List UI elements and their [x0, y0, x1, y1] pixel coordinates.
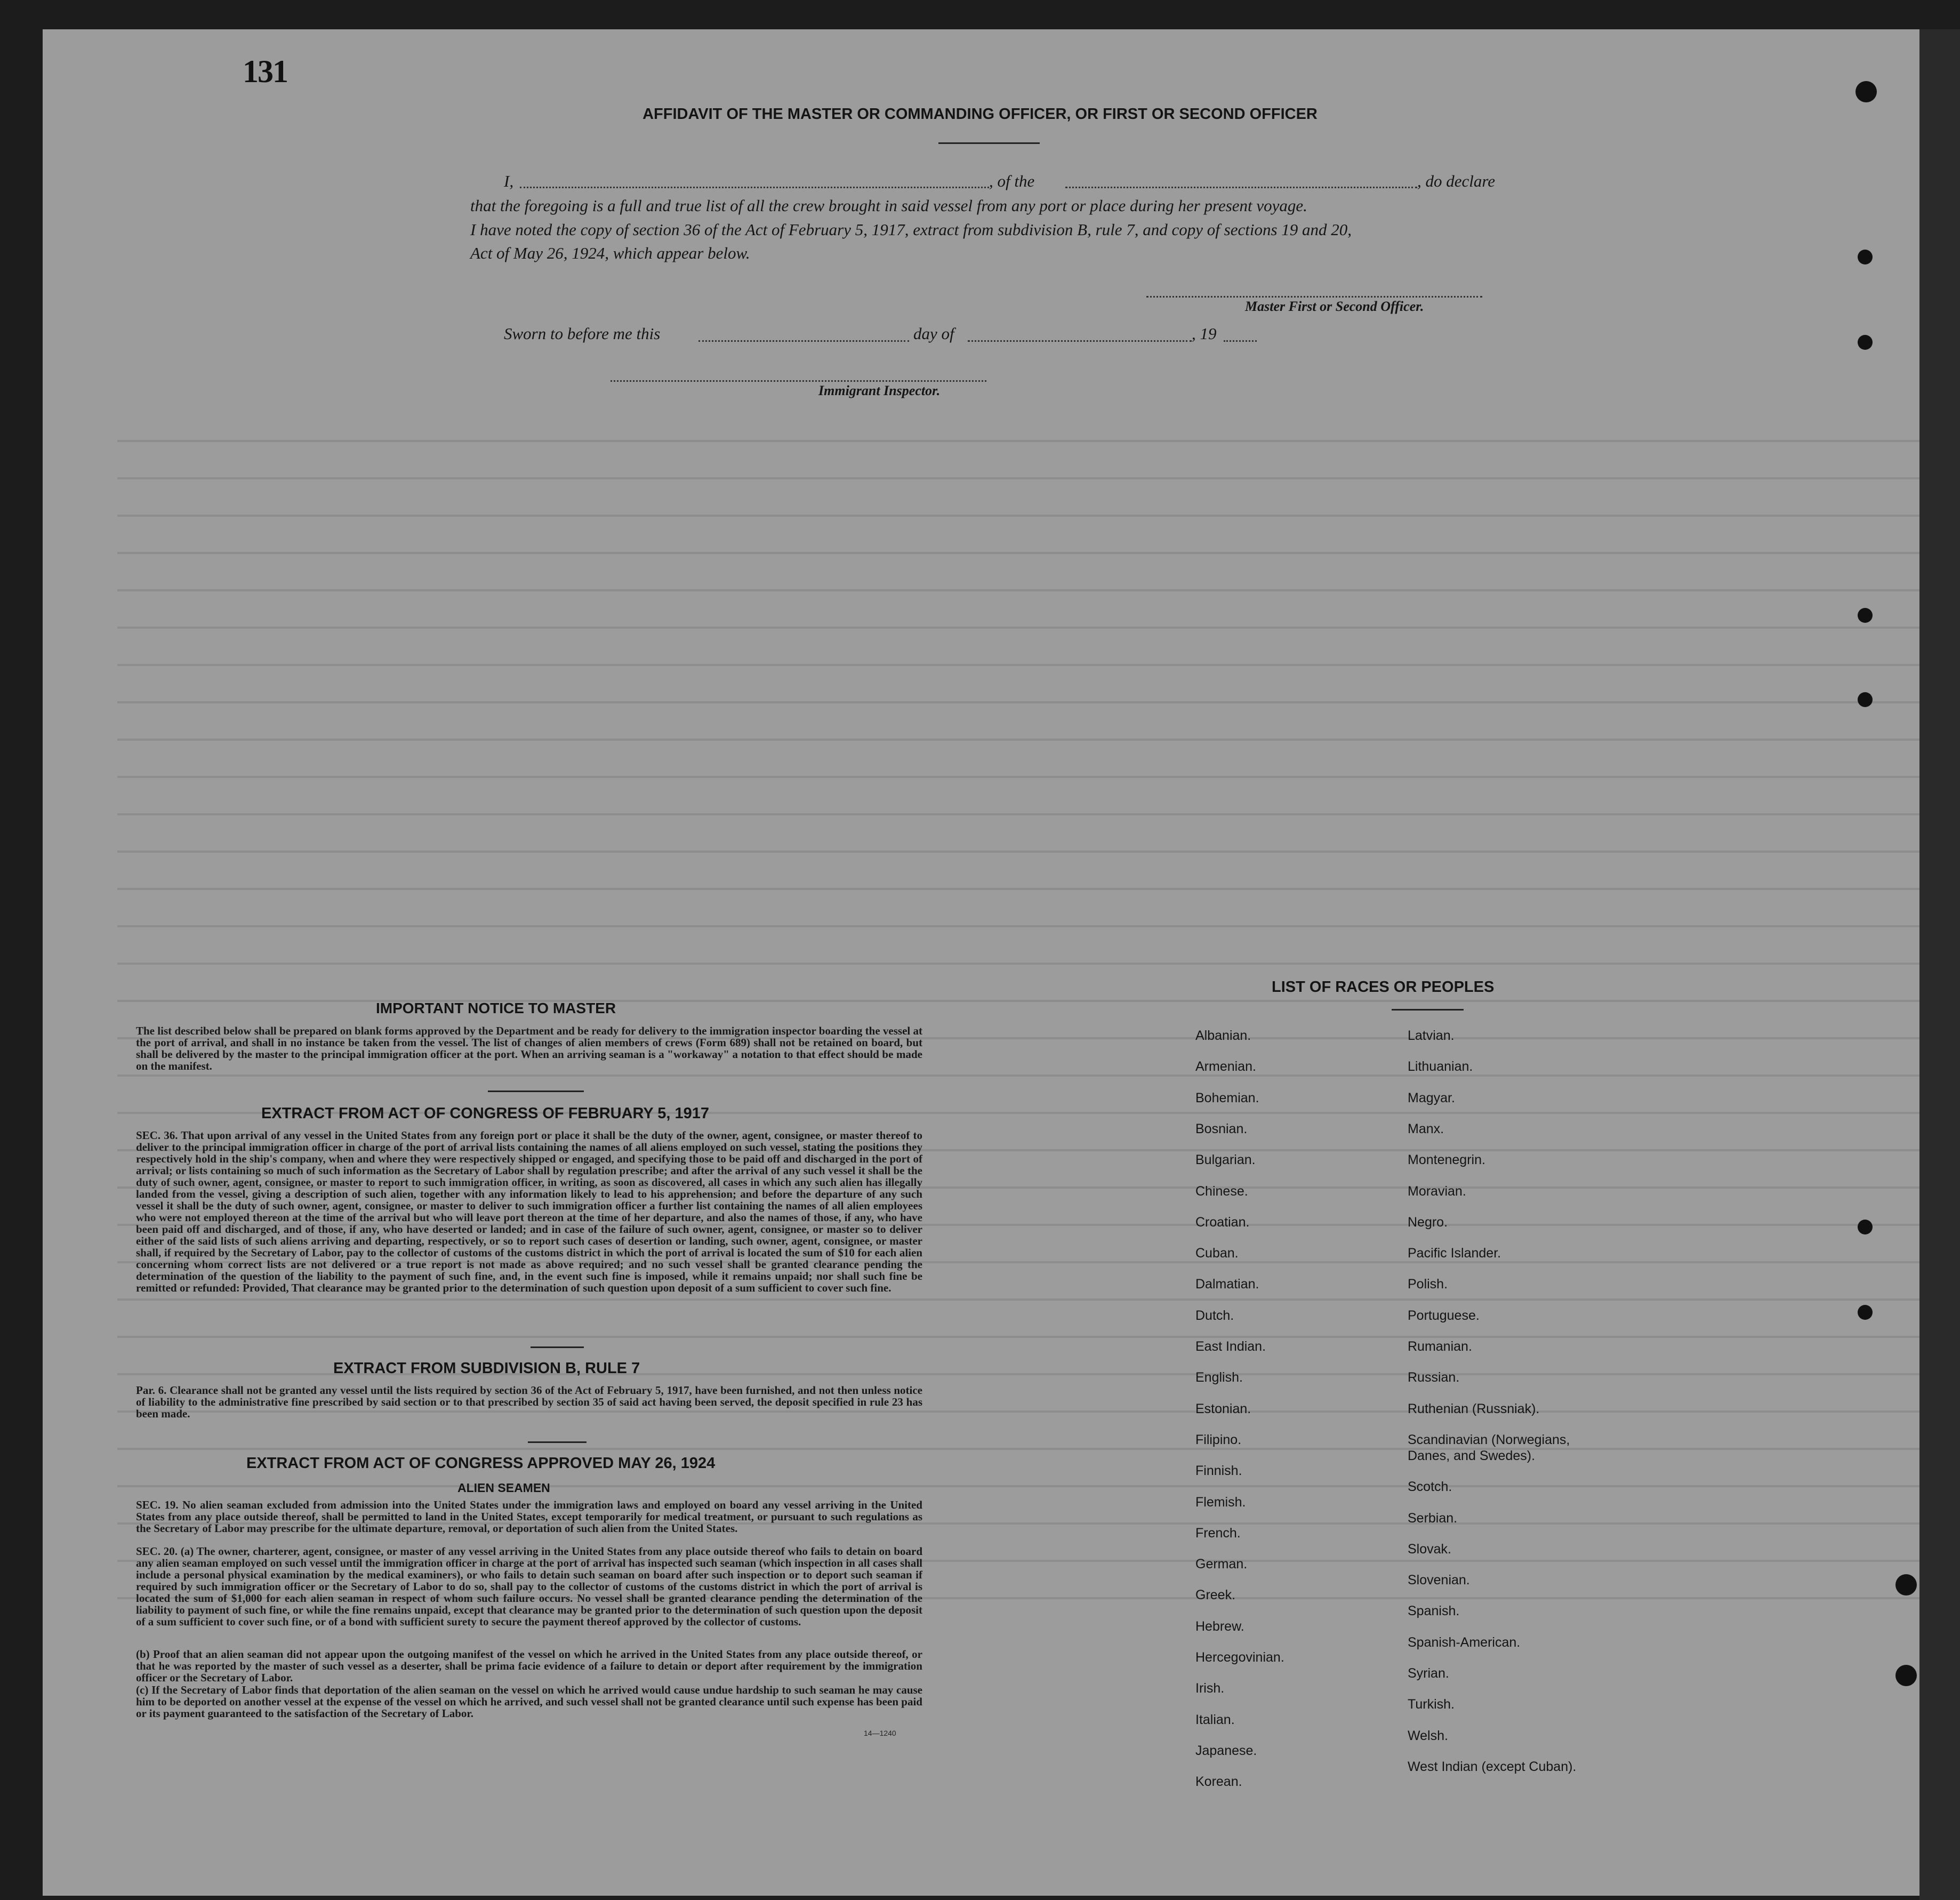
race-item: East Indian. — [1195, 1339, 1266, 1354]
sec20c-text: (c) If the Secretary of Labor finds that deportation of the alien seaman on the vessel on which he arrived would cause undue hardship to such seaman he may cause him to be deported on another vessel at the expense of the vessel on which he arrived, and such vessel shall not be granted clearance until such expense has been paid or its payment guaranteed to the satisfaction of the Secretary of Labor. — [136, 1683, 922, 1720]
race-item: Bosnian. — [1195, 1121, 1248, 1136]
race-item: Portuguese. — [1408, 1308, 1480, 1323]
name-blank[interactable] — [520, 187, 989, 188]
punch-hole — [1895, 1574, 1917, 1596]
race-item: Irish. — [1195, 1681, 1225, 1696]
race-item: Italian. — [1195, 1712, 1235, 1727]
race-item: Hebrew. — [1195, 1619, 1244, 1634]
race-item: German. — [1195, 1557, 1248, 1572]
master-signature-label: Master First or Second Officer. — [1245, 299, 1424, 314]
sec20b-text: (b) Proof that an alien seaman did not appear upon the outgoing manifest of the vessel on which he arrived in the United States from any place outside thereof, or that he was reported by the master of such vessel as a deserter, shall be prima facie evidence of a failure to detain or deport after requirement by the immigration officer or the Secretary of Labor. — [136, 1648, 922, 1684]
race-item: Manx. — [1408, 1121, 1444, 1136]
race-item: Welsh. — [1408, 1728, 1448, 1743]
race-item: Korean. — [1195, 1774, 1242, 1789]
extract-rule7-divider — [528, 1441, 587, 1443]
alien-seamen-subtitle: ALIEN SEAMEN — [457, 1481, 550, 1495]
punch-hole — [1858, 335, 1873, 350]
race-item: Pacific Islander. — [1408, 1246, 1501, 1261]
race-item: Latvian. — [1408, 1028, 1455, 1043]
punch-hole — [1858, 692, 1873, 707]
affidavit-line4: Act of May 26, 1924, which appear below. — [470, 244, 750, 262]
race-item: Estonian. — [1195, 1401, 1251, 1416]
punch-hole — [1858, 1305, 1873, 1320]
race-item: Scotch. — [1408, 1479, 1452, 1494]
affidavit-of-the: , of the — [989, 172, 1035, 190]
race-item: Lithuanian. — [1408, 1059, 1473, 1074]
race-item: Japanese. — [1195, 1743, 1257, 1758]
notice-title: IMPORTANT NOTICE TO MASTER — [376, 1000, 616, 1016]
page-edge — [1919, 29, 1960, 1900]
race-item: Ruthenian (Russniak). — [1408, 1401, 1540, 1416]
race-item: English. — [1195, 1370, 1243, 1385]
races-title: LIST OF RACES OR PEOPLES — [1272, 979, 1495, 996]
form-code: 14—1240 — [864, 1729, 896, 1737]
extract-1917-title: EXTRACT FROM ACT OF CONGRESS OF FEBRUARY 5, 1917 — [261, 1105, 710, 1122]
race-item: Armenian. — [1195, 1059, 1256, 1074]
sworn-day-of: day of — [913, 324, 954, 343]
race-item: Bulgarian. — [1195, 1152, 1256, 1167]
punch-hole — [1895, 1665, 1917, 1686]
race-item: Montenegrin. — [1408, 1152, 1485, 1167]
race-item: Moravian. — [1408, 1184, 1466, 1199]
master-signature-blank[interactable] — [1146, 296, 1482, 298]
sworn-label: Sworn to before me this — [504, 324, 661, 343]
sworn-year-blank[interactable] — [1224, 340, 1257, 342]
affidavit-i: I, — [504, 172, 514, 190]
race-item: Spanish. — [1408, 1604, 1460, 1618]
extract-1917-text: SEC. 36. That upon arrival of any vessel in the United States from any foreign port or place it shall be the duty of the owner, agent, consignee, or master thereof to deliver to the principal immigration officer in charge of the port of arrival lists containing the names of all aliens employed on such vessel, stating the positions they respectively hold in the ship's company, when and where they were respectively shipped or engaged, and specifying those to be paid off and discharged in the port of arrival; or lists containing so much of such information as the Secretary of Labor shall by regulation prescribe; and after the arrival of any such vessel it shall be the duty of such owner, agent, consignee, or master to report to such immigration officer, in writing, as soon as discovered, all cases in which any such alien has illegally landed from the vessel, giving a description of such alien, together with any information likely to lead to his apprehension; and before the departure of any such vessel it shall be the duty of such owner, agent, consignee, or master to deliver to such immigration officer a further list containing the names of all alien employees who were not employed thereon at the time of the arrival but who will leave port thereon at the time of her departure, and also the names of those, if any, who have been paid off and discharged, and of those, if any, who have deserted or landed; and in case of the failure of such owner, agent, consignee, or master so to deliver either of the said lists of such aliens arriving and departing, respectively, or so to report such cases of desertion or landing, such owner, agent, consignee, or master shall, if required by the Secretary of Labor, pay to the collector of customs of the customs district in which the port of arrival is located the sum of $10 for each alien concerning whom correct lists are not delivered or a true report is not made as above required; and no such vessel shall be granted clearance pending the determination of the question of the liability to the payment of such fine, and, in the event such fine is imposed, while it remains unpaid; nor shall such fine be remitted or refunded: Provided, That clearance may be granted prior to the determination of such question upon deposit of a sum sufficient to cover such fine. — [136, 1129, 922, 1294]
race-item: Syrian. — [1408, 1666, 1449, 1681]
sec20a-text: SEC. 20. (a) The owner, charterer, agent, consignee, or master of any vessel arriving in the United States from any place outside thereof who fails to detain on board any alien seaman employed on such vessel until the immigration officer in charge at the port of arrival has inspected such seaman (which inspection in all cases shall include a personal physical examination by the medical examiners), or who fails to detain such seaman on board after such inspection or to deport such seaman if required by such immigration officer or the Secretary of Labor to do so, shall pay to the collector of customs of the customs district in which the port of arrival is located the sum of $1,000 for each alien seaman in respect of whom such failure occurs. No vessel shall be granted clearance pending the determination of the liability to payment of such fine, or while the fine remains unpaid, except that clearance may be granted prior to the determination of such question upon the deposit of a sum sufficient to cover such fine, or of a bond with sufficient surety to secure the payment thereof approved by the collector of customs. — [136, 1545, 922, 1628]
race-item: Russian. — [1408, 1370, 1460, 1385]
extract-rule7-title: EXTRACT FROM SUBDIVISION B, RULE 7 — [333, 1360, 640, 1377]
punch-hole — [1858, 608, 1873, 623]
race-item: Flemish. — [1195, 1495, 1246, 1510]
punch-hole — [1858, 250, 1873, 264]
notice-divider — [488, 1091, 584, 1092]
race-item: Serbian. — [1408, 1511, 1458, 1526]
race-item: West Indian (except Cuban). — [1408, 1759, 1577, 1774]
race-item: Dalmatian. — [1195, 1277, 1259, 1292]
sworn-year: , 19 — [1192, 324, 1217, 343]
race-item: Albanian. — [1195, 1028, 1251, 1043]
notice-text: The list described below shall be prepared on blank forms approved by the Department and be ready for delivery to the immigration inspector boarding the vessel at the port of arrival, and shall in no instance be taken from the vessel. The list of changes of alien members of crews (Form 689) shall not be retained on board, but shall be delivered by the master to the principal immigration officer at the port. When an arriving seaman is a "workaway" a notation to that effect should be made on the manifest. — [136, 1024, 922, 1072]
race-item: Polish. — [1408, 1277, 1448, 1292]
extract-rule7-text: Par. 6. Clearance shall not be granted any vessel until the lists required by section 36 of the Act of February 5, 1917, have been furnished, and not then unless notice of liability to the administrative fine prescribed by said section or to that prescribed by section 35 of said act having been served, the deposit specified in rule 23 has been made. — [136, 1384, 922, 1420]
punch-hole — [1855, 81, 1877, 102]
race-item: Turkish. — [1408, 1697, 1455, 1712]
affidavit-line2: that the foregoing is a full and true list of all the crew brought in said vessel from any port or place during her present voyage. — [470, 196, 1307, 215]
race-item: Danes, and Swedes). — [1408, 1448, 1536, 1463]
race-item: Scandinavian (Norwegians, — [1408, 1432, 1570, 1447]
races-divider — [1392, 1009, 1464, 1011]
race-item: Hercegovinian. — [1195, 1650, 1284, 1665]
affidavit-do-declare: , do declare — [1417, 172, 1496, 190]
extract-1924-title: EXTRACT FROM ACT OF CONGRESS APPROVED MAY 26, 1924 — [246, 1455, 716, 1472]
race-item: Magyar. — [1408, 1091, 1455, 1105]
race-item: French. — [1195, 1526, 1241, 1541]
vessel-blank[interactable] — [1065, 187, 1417, 188]
race-item: Slovenian. — [1408, 1573, 1470, 1588]
race-item: Filipino. — [1195, 1432, 1242, 1447]
sworn-day-blank[interactable] — [698, 340, 909, 342]
race-item: Dutch. — [1195, 1308, 1234, 1323]
sworn-month-blank[interactable] — [968, 340, 1192, 342]
race-item: Spanish-American. — [1408, 1635, 1521, 1650]
race-item: Chinese. — [1195, 1184, 1248, 1199]
affidavit-title: AFFIDAVIT OF THE MASTER OR COMMANDING OFFICER, OR FIRST OR SECOND OFFICER — [642, 106, 1318, 123]
punch-hole — [1858, 1220, 1873, 1234]
race-item: Greek. — [1195, 1588, 1236, 1602]
title-divider — [938, 142, 1040, 144]
inspector-label: Immigrant Inspector. — [818, 383, 941, 398]
sec19-text: SEC. 19. No alien seaman excluded from admission into the United States under the immigration laws and employed on board any vessel arriving in the United States from any place outside thereof, shall be permitted to land in the United States, except temporarily for medical treatment, or pursuant to such regulations as the Secretary of Labor may prescribe for the ultimate departure, removal, or deportation of such alien from the United States. — [136, 1498, 922, 1535]
race-item: Rumanian. — [1408, 1339, 1472, 1354]
page-number: 131 — [243, 54, 287, 89]
race-item: Slovak. — [1408, 1542, 1451, 1557]
inspector-signature-blank[interactable] — [611, 380, 986, 382]
extract-1917-divider — [531, 1346, 584, 1348]
race-item: Cuban. — [1195, 1246, 1239, 1261]
affidavit-line3: I have noted the copy of section 36 of the Act of February 5, 1917, extract from subdivision B, rule 7, and copy of sections 19 and 20, — [470, 220, 1352, 239]
race-item: Croatian. — [1195, 1215, 1250, 1230]
race-item: Negro. — [1408, 1215, 1448, 1230]
race-item: Finnish. — [1195, 1463, 1242, 1478]
race-item: Bohemian. — [1195, 1091, 1259, 1105]
